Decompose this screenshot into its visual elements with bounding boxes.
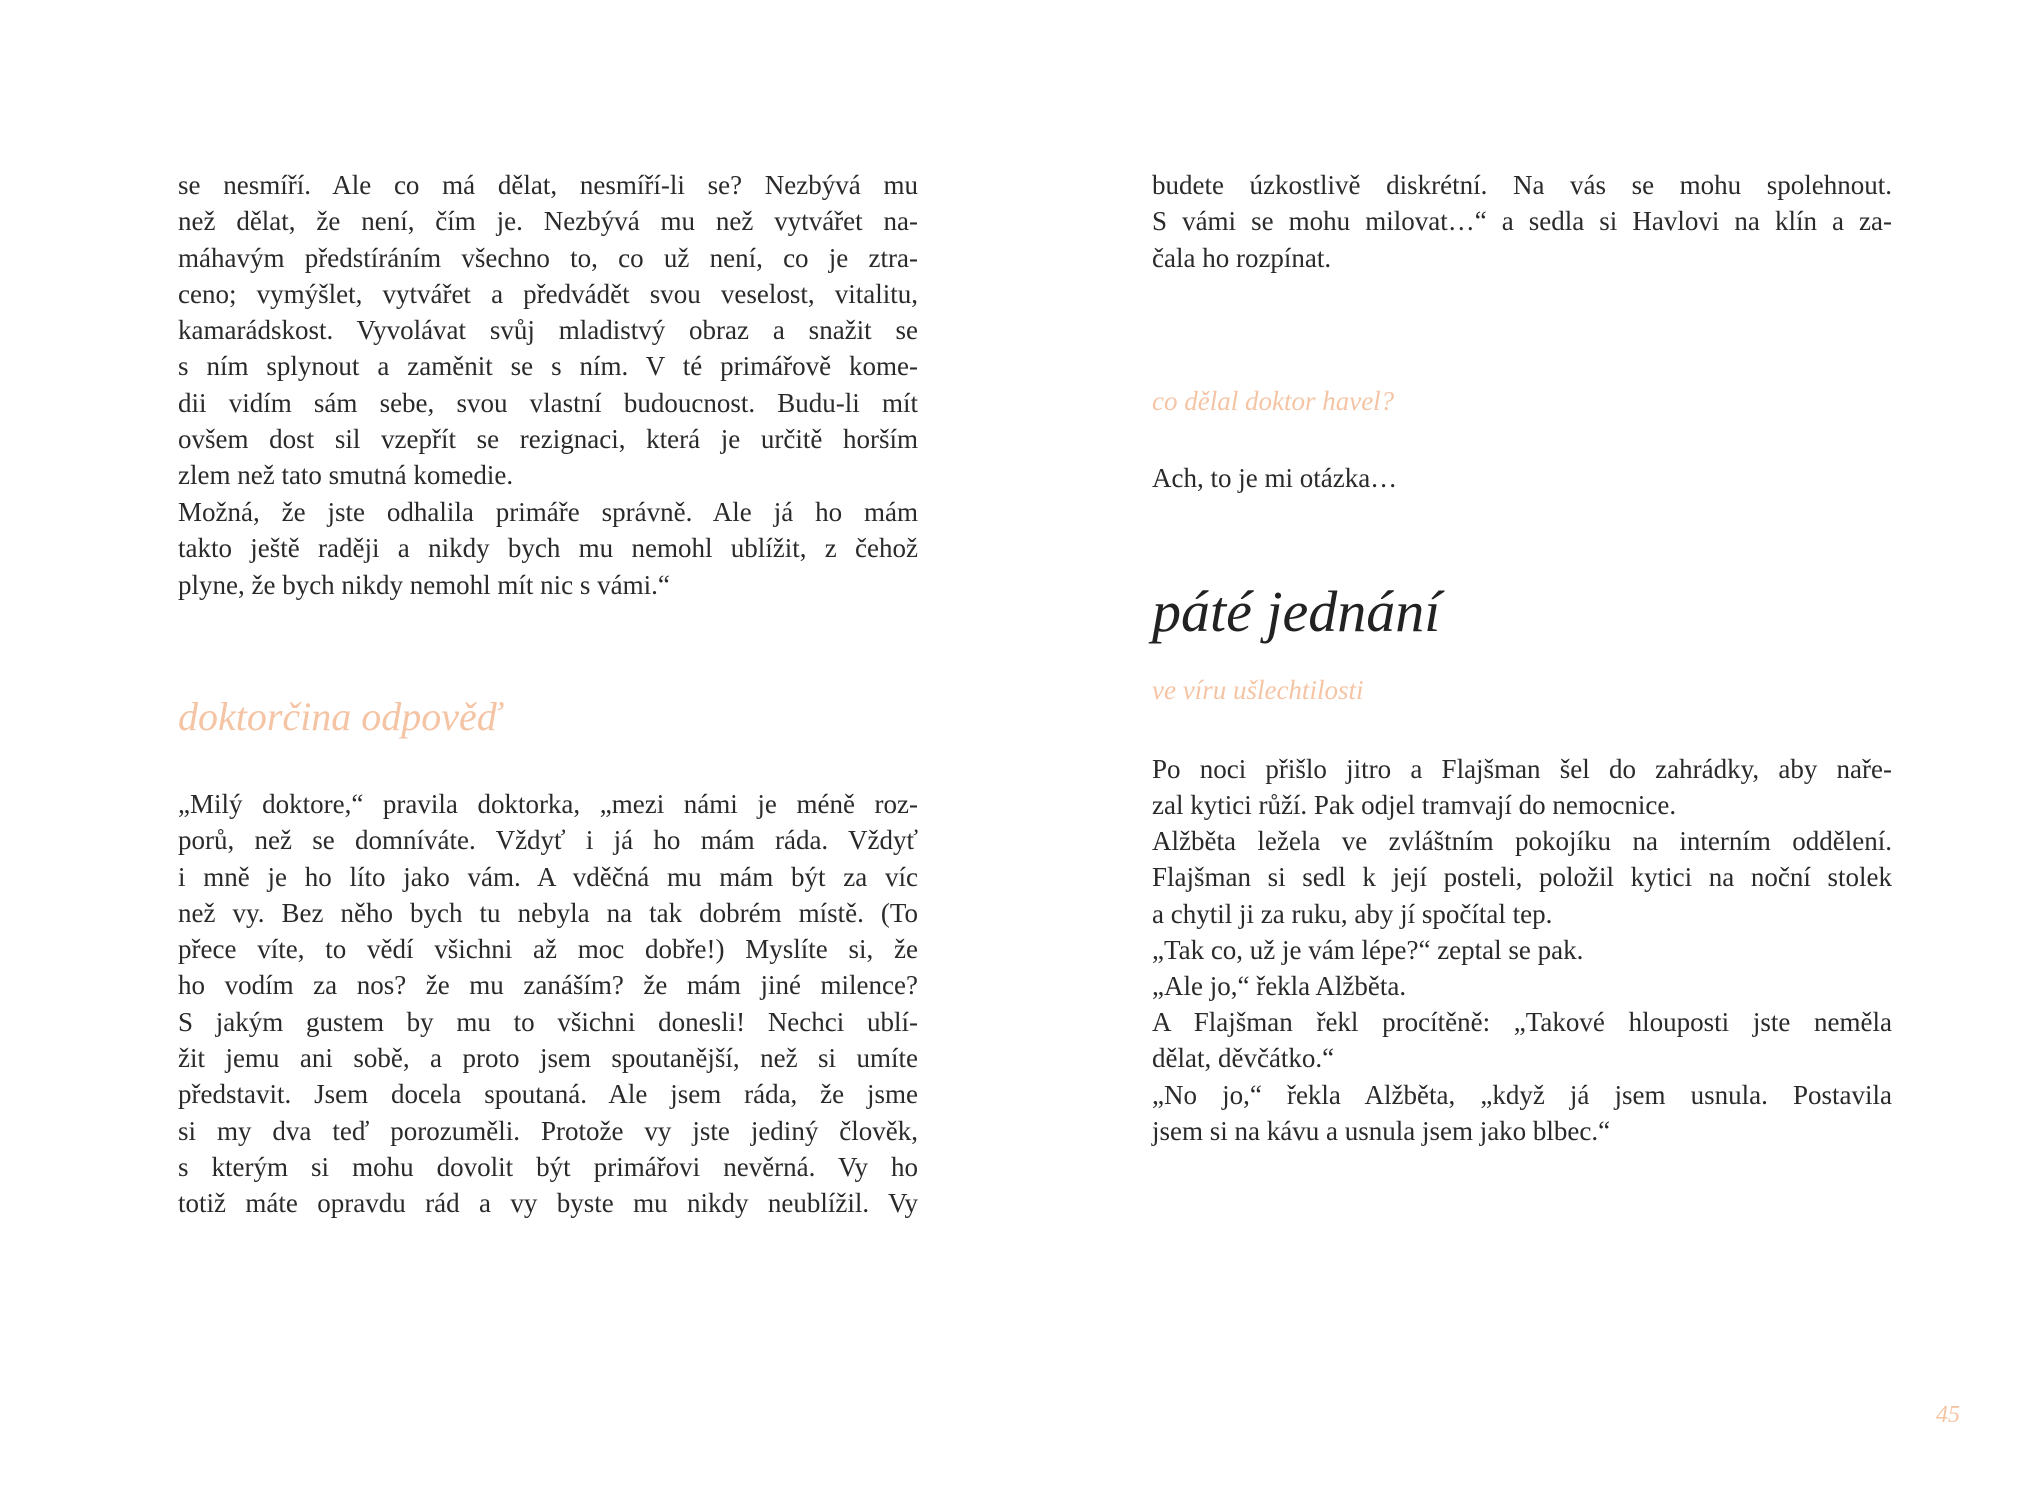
answer-line (1152, 460, 1892, 496)
text-line: než dělat, že není, čím je. Nezbývá mu než vytvářet na- (178, 206, 918, 237)
text-line: jsem si na kávu a usnula jsem jako blbec.“ (1152, 1116, 1611, 1147)
text-line: ho vodím za nos? že mu zanáším? že mám jiné milence? (178, 970, 918, 1001)
text-line: Možná, že jste odhalila primáře správně. Ale já ho mám (178, 497, 918, 527)
right-line-4 (1152, 932, 1892, 968)
text-line: dii vidím sám sebe, svou vlastní budoucnost. Budu-li mít (178, 387, 918, 418)
text-line: porů, než se domníváte. Vždyť i já ho mám ráda. Vždyť (178, 825, 918, 856)
text-line: si my dva teď porozuměli. Protože vy jste jediný člověk, (178, 1115, 918, 1146)
text-line: kamarádskost. Vyvolávat svůj mladistvý obraz a snažit se (178, 315, 918, 346)
chapter-title: páté jednání (1152, 579, 1441, 644)
right-paragraph-3 (1152, 823, 1892, 932)
chapter-subtitle: ve víru ušlechtilosti (1152, 675, 1364, 705)
text-line: přece víte, to vědí všichni až moc dobře!) Myslíte si, že (178, 934, 918, 965)
text-line: s kterým si mohu dovolit být primářovi nevěrná. Vy ho (178, 1151, 918, 1182)
right-paragraph-2 (1152, 751, 1892, 824)
text-line: s ním splynout a zaměnit se s ním. V té primářově kome- (178, 351, 918, 382)
page-number: 45 (1936, 1402, 1960, 1428)
text-line: S jakým gustem by mu to všichni donesli! Nechci ublí- (178, 1006, 918, 1037)
text-line: zlem než tato smutná komedie. (178, 460, 514, 491)
text-line: žit jemu ani sobě, a proto jsem spoutanější, než si umíte (178, 1043, 918, 1074)
text-line: Alžběta ležela ve zvláštním pokojíku na interním oddělení. (1152, 826, 1892, 856)
text-line: „Tak co, už je vám lépe?“ zeptal se pak. (1152, 935, 1584, 965)
right-paragraph-6 (1152, 1004, 1892, 1077)
text-line: zal kytici růží. Pak odjel tramvají do nemocnice. (1152, 790, 1677, 821)
section-heading: doktorčina odpověď (178, 694, 502, 739)
text-line: A Flajšman řekl procítěně: „Takové hlouposti jste neměla (1152, 1007, 1892, 1037)
left-paragraph-2 (178, 494, 918, 603)
text-line: i mně je ho líto jako vám. A vděčná mu mám být za víc (178, 861, 918, 892)
left-paragraph-1 (178, 167, 918, 494)
text-line: se nesmíří. Ale co má dělat, nesmíří-li se? Nezbývá mu (178, 170, 918, 200)
text-line: a chytil ji za ruku, aby jí spočítal tep. (1152, 898, 1553, 929)
text-line: „No jo,“ řekla Alžběta, „když já jsem usnula. Postavila (1152, 1080, 1892, 1110)
text-line: takto ještě raději a nikdy bych mu nemohl ublížit, z čehož (178, 533, 918, 564)
text-line: čala ho rozpínat. (1152, 242, 1332, 273)
question-heading: co dělal doktor havel? (1152, 386, 1395, 416)
right-paragraph-1 (1152, 167, 1892, 276)
text-line: představit. Jsem docela spoutaná. Ale jsem ráda, že jsme (178, 1079, 918, 1110)
text-line: Po noci přišlo jitro a Flajšman šel do zahrádky, aby naře- (1152, 754, 1892, 784)
text-line: Flajšman si sedl k její posteli, položil kytici na noční stolek (1152, 862, 1892, 893)
text-line: „Milý doktore,“ pravila doktorka, „mezi námi je méně roz- (178, 789, 918, 819)
text-line: ceno; vymýšlet, vytvářet a předvádět svou veselost, vitalitu, (178, 278, 918, 309)
text-line: než vy. Bez něho bych tu nebyla na tak dobrém místě. (To (178, 897, 918, 928)
right-paragraph-7 (1152, 1077, 1892, 1150)
text-line: S vámi se mohu milovat…“ a sedla si Havlovi na klín a za- (1152, 206, 1892, 237)
text-line: Ach, to je mi otázka… (1152, 463, 1398, 493)
text-line: máhavým předstíráním všechno to, co už není, co je ztra- (178, 242, 918, 273)
text-line: plyne, že bych nikdy nemohl mít nic s vámi.“ (178, 569, 670, 600)
left-paragraph-3 (178, 786, 918, 1222)
text-line: „Ale jo,“ řekla Alžběta. (1152, 971, 1407, 1001)
text-line: budete úzkostlivě diskrétní. Na vás se mohu spolehnout. (1152, 170, 1892, 200)
text-line: ovšem dost sil vzepřít se rezignaci, která je určitě horším (178, 424, 918, 455)
text-line: totiž máte opravdu rád a vy byste mu nikdy neublížil. Vy (178, 1188, 918, 1219)
right-line-5 (1152, 968, 1892, 1004)
text-line: dělat, děvčátko.“ (1152, 1043, 1335, 1074)
